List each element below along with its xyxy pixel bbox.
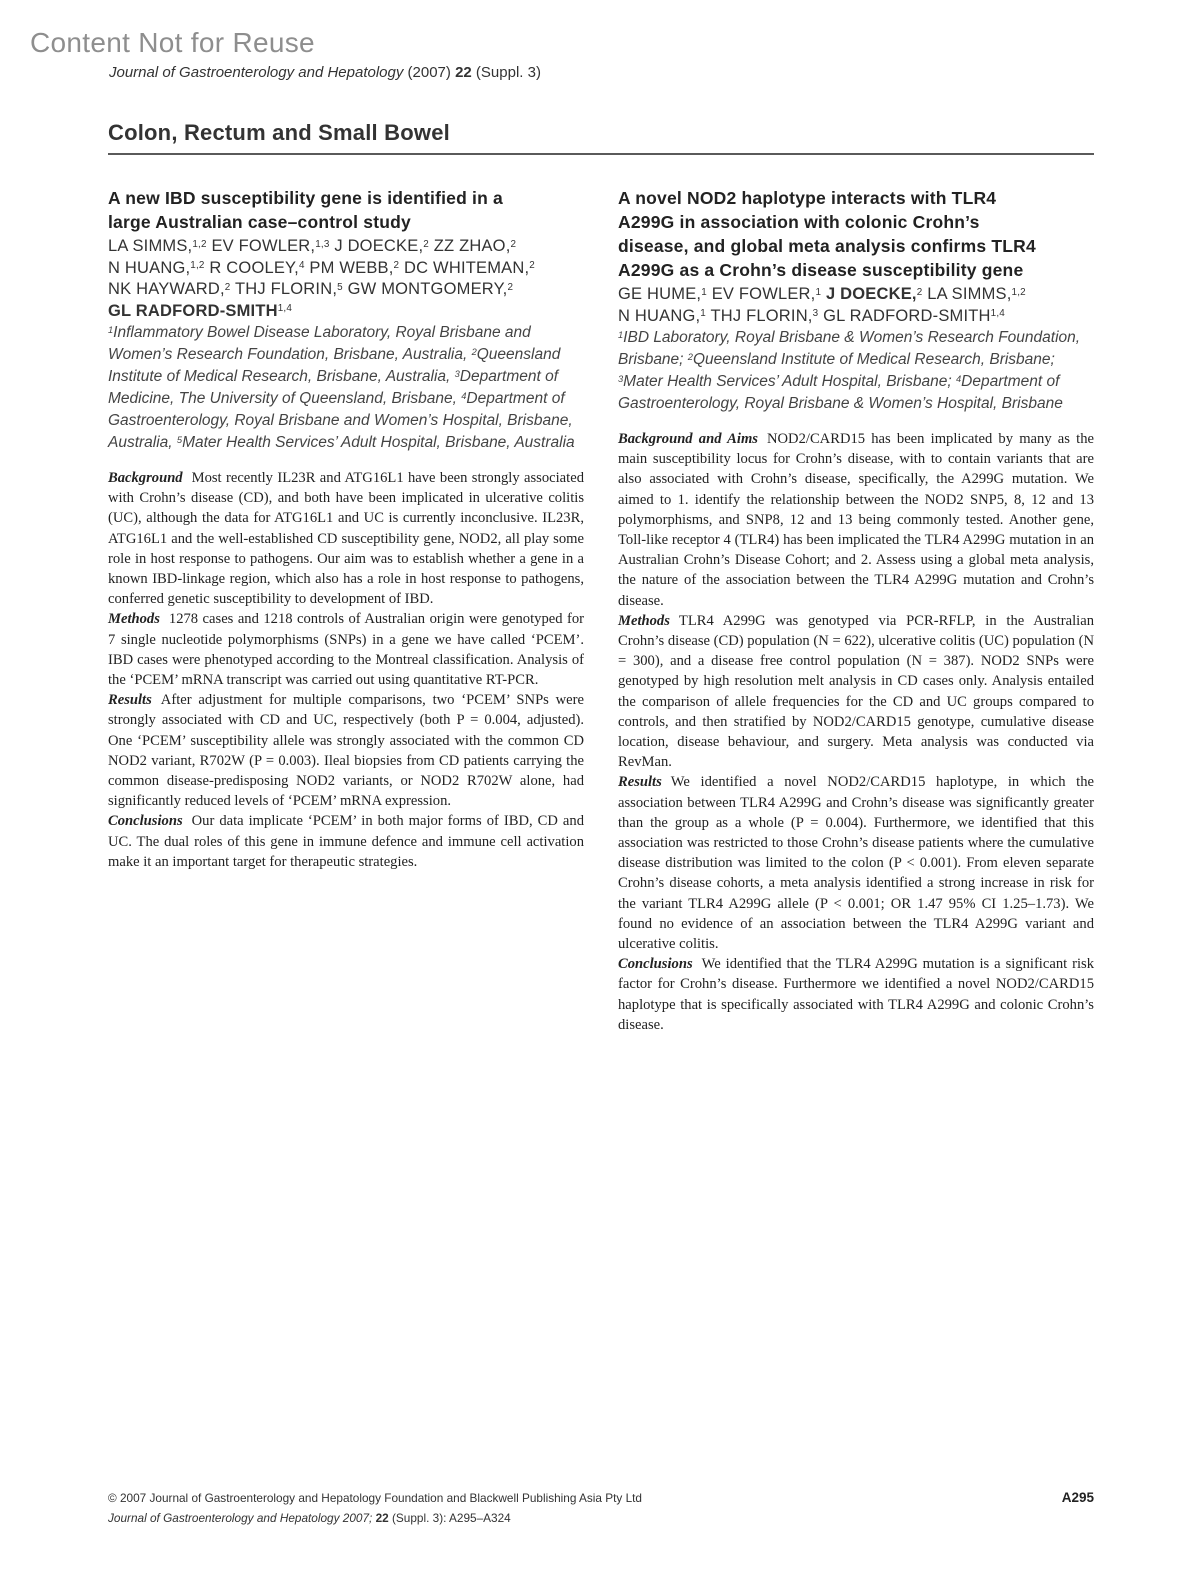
author-list: LA SIMMS,$^{1,2}$ EV FOWLER,$^{1,3}$ J DOECKE,$^2$ ZZ ZHAO,$^2$ N HUANG,$^{1,2}$ R COOLEY,$^4$ PM WEBB,$^2$ DC WHITEMAN,$^2$ NK HAYWARD,$^2$ THJ FLORIN,$^5$ GW MONTGOMERY,$^2$ GL RADFORD-SMITH$^{1,4}$ <box>108 237 535 320</box>
footer-citation: Journal of Gastroenterology and Hepatology 2007; 22 (Suppl. 3): A295–A324 <box>108 1511 511 1525</box>
section-title: Colon, Rectum and Small Bowel <box>108 120 450 145</box>
section-header <box>108 120 1094 155</box>
author-list: GE HUME,$^1$ EV FOWLER,$^1$ J DOECKE,$^2$ LA SIMMS,$^{1,2}$ N HUANG,$^1$ THJ FLORIN,$^3$ GL RADFORD-SMITH$^{1,4}$ <box>618 285 1026 325</box>
conclusions-paragraph <box>618 954 1094 1035</box>
copyright-text: © 2007 Journal of Gastroenterology and Hepatology Foundation and Blackwell Publishing Asia Pty Ltd <box>108 1491 642 1505</box>
affiliation-list: $^1$Inflammatory Bowel Disease Laboratory, Royal Brisbane and Women’s Research Foundation, Brisbane, Australia, $^2$Queensland Institute of Medical Research, Brisbane, Australia, $^3$Department of Medicine, The University of Queensland, Brisbane, $^4$Department of Gastroenterology, Royal Brisbane and Women’s Hospital, Brisbane, Australia, $^5$Mater Health Services’ Adult Hospital, Brisbane, Australia <box>108 324 575 451</box>
conclusions-label: Conclusions <box>108 813 183 830</box>
results-paragraph <box>108 690 584 811</box>
results-label: Results <box>108 692 152 709</box>
conclusions-text: Our data implicate ‘PCEM’ in both major forms of IBD, CD and UC. The dual roles of this gene in immune defence and immune cell activation make it an important target for therapeutic strategies. <box>108 813 584 870</box>
background-text: Most recently IL23R and ATG16L1 have been strongly associated with Crohn’s disease (CD), and both have been implicated in ulcerative colitis (UC), although the data for ATG16L1 and UC is currently inconclusive. IL23R, ATG16L1 and the well-established CD susceptibility gene, NOD2, all play some role in host response to pathogens. Our aim was to establish whether a gene in a known IBD-linkage region, which also has a role in host response to pathogens, conferred genetic susceptibility to development of IBD. <box>108 470 584 608</box>
conclusions-label: Conclusions <box>618 956 693 973</box>
page-footer <box>108 1490 1094 1525</box>
affiliation-list: $^1$IBD Laboratory, Royal Brisbane & Women’s Research Foundation, Brisbane; $^2$Queensland Institute of Medical Research, Brisbane; $^3$Mater Health Services’ Adult Hospital, Brisbane; $^4$Department of Gastroenterology, Royal Brisbane & Women’s Hospital, Brisbane <box>618 329 1081 412</box>
methods-text: 1278 cases and 1218 controls of Australian origin were genotyped for 7 single nucleotide polymorphisms (SNPs) in a gene we have called ‘PCEM’. IBD cases were phenotyped according to the Montreal classification. Analysis of the ‘PCEM’ mRNA transcript was carried out using quantitative RT-PCR. <box>108 611 584 689</box>
background-aims-label: Background and Aims <box>618 431 758 447</box>
results-text: We identified a novel NOD2/CARD15 haplotype, in which the association between TLR4 A299G and Crohn’s disease was significantly greater than the group as a whole (P = 0.004). Furthermore, we identified that this association was restricted to those Crohn’s disease patients where the cumulative disease distribution was limited to the colon (P < 0.001). From eleven separate Crohn’s disease cohorts, a meta analysis identified a strong increase in risk for the variant TLR4 A299G allele (P < 0.001; OR 1.47 95% CI 1.25–1.73). We found no evidence of an association between the TLR4 A299G variant and ulcerative colitis. <box>618 774 1094 953</box>
background-paragraph <box>108 468 584 609</box>
abstract-title: A novel NOD2 haplotype interacts with TLR4 A299G in association with colonic Crohn’s disease, and global meta analysis confirms TLR4 A299G as a Crohn’s disease susceptibility gene <box>618 188 1036 280</box>
results-paragraph <box>618 772 1094 954</box>
background-aims-text: NOD2/CARD15 has been implicated by many as the main susceptibility locus for Crohn’s disease, with to contain variants that are also associated with Crohn’s disease, specifically, the A299G mutation. We aimed to 1. identify the relationship between the NOD2 SNP5, 8, 12 and 13 polymorphisms, and SNP8, 12 and 13 being commonly tested. Another gene, Toll-like receptor 4 (TLR4) has been implicated the TLR4 A299G mutation in an Australian Crohn’s Disease Cohort; and 2. Assess using a global meta analysis, the nature of the association between the TLR4 A299G mutation and Crohn’s disease. <box>618 431 1094 609</box>
methods-paragraph <box>108 609 584 690</box>
results-text: After adjustment for multiple comparisons, two ‘PCEM’ SNPs were strongly associated with CD and UC, respectively (both P = 0.004, adjusted). One ‘PCEM’ susceptibility allele was strongly associated with the common CD NOD2 variant, R702W (P = 0.003). Ileal biopsies from CD patients carrying the common disease-predisposing NOD2 variants, or NOD2 R702W alone, had significantly reduced levels of ‘PCEM’ mRNA expression. <box>108 692 584 810</box>
abstract-body <box>108 468 584 872</box>
abstract-columns <box>108 186 1094 1035</box>
abstract-right <box>618 186 1094 1035</box>
conclusions-text: We identified that the TLR4 A299G mutation is a significant risk factor for Crohn’s disease. Furthermore we identified a novel NOD2/CARD15 haplotype that is specifically associated with TLR4 A299G and colonic Crohn’s disease. <box>618 956 1094 1033</box>
watermark-text: Content Not for Reuse <box>30 27 315 58</box>
background-aims-paragraph <box>618 429 1094 611</box>
footer-copyright-row <box>108 1490 1094 1505</box>
page-number: A295 <box>1061 1490 1094 1505</box>
journal-header: Journal of Gastroenterology and Hepatology (2007) 22 (Suppl. 3) <box>109 64 541 81</box>
abstract-body <box>618 429 1094 1035</box>
methods-label: Methods <box>108 611 160 628</box>
methods-label: Methods <box>618 612 670 629</box>
abstract-left <box>108 186 584 1035</box>
methods-paragraph <box>618 611 1094 773</box>
abstract-title: A new IBD susceptibility gene is identified in a large Australian case–control study <box>108 188 503 232</box>
conclusions-paragraph <box>108 811 584 872</box>
results-label: Results <box>618 774 662 791</box>
methods-text: TLR4 A299G was genotyped via PCR-RFLP, in the Australian Crohn’s disease (CD) population (N = 622), ulcerative colitis (UC) population (N = 300), and a disease free control population (N = 387). NOD2 SNPs were genotyped by high resolution melt analysis in CD cases only. Analysis entailed the comparison of allele frequencies for the CD and UC groups compared to controls, and then stratified by NOD2/CARD15 genotype, cumulative disease location, disease behaviour, and surgery. Meta analysis was conducted via RevMan. <box>618 612 1094 771</box>
background-label: Background <box>108 470 183 486</box>
